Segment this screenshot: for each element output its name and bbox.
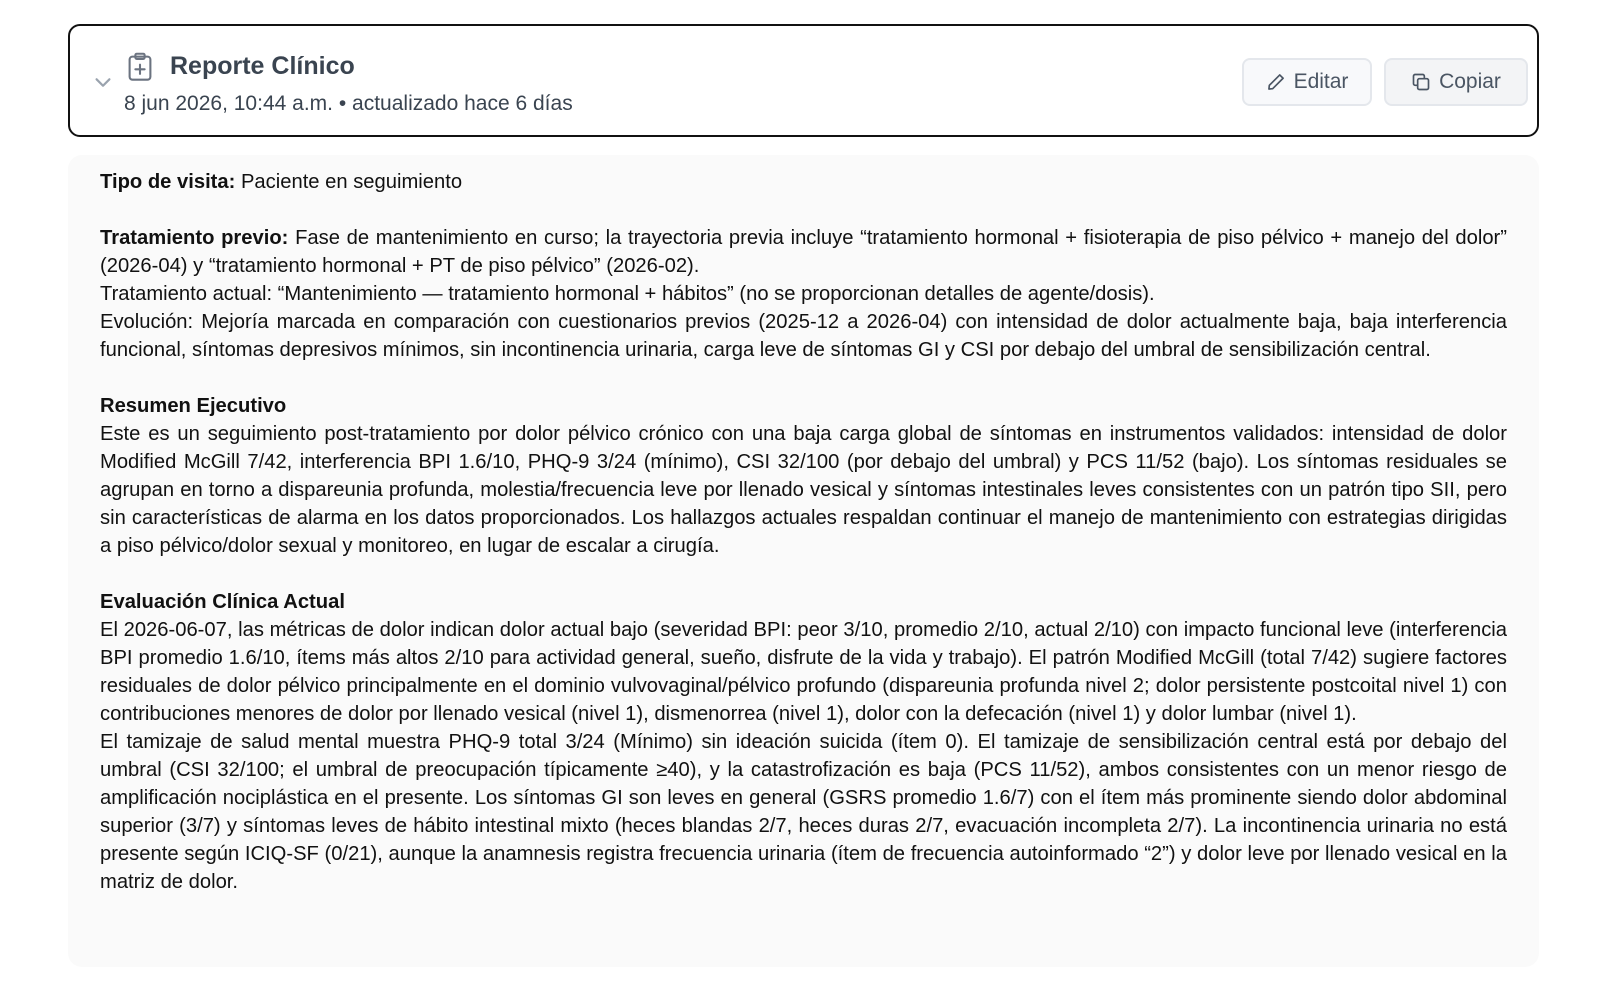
report-date: 8 jun 2026, 10:44 a.m. (124, 92, 333, 115)
meta-separator: • (338, 92, 347, 115)
edit-button[interactable] (1242, 58, 1372, 106)
report-updated: actualizado hace 6 días (352, 92, 573, 115)
visit-type (100, 168, 1507, 196)
copy-icon (1411, 72, 1431, 92)
previous-treatment-value: Fase de mantenimiento en curso; la trayectoria previa incluye “tratamiento hormonal + fisioterapia de piso pélvico + manejo del dolor” (2026-04) y “tratamiento hormonal + PT de piso pélvico” (2026-02). (100, 227, 1507, 277)
edit-button-label: Editar (1293, 70, 1349, 93)
report-title: Reporte Clínico (170, 52, 355, 80)
pencil-icon (1266, 72, 1286, 92)
clipboard-medical-icon (126, 52, 154, 82)
evaluation-text-2: El tamizaje de salud mental muestra PHQ-9 total 3/24 (Mínimo) sin ideación suicida (ítem 0). El tamizaje de sensibilización central está por debajo del umbral (CSI 32/100; el umbral de preocupación típicamente ≥40), y la catastrofización es baja (PCS 11/52), ambos consistentes con un menor riesgo de amplificación nociplástica en el presente. Los síntomas GI son leves en general (GSRS promedio 1.6/7) con el ítem más prominente siendo dolor abdominal superior (3/7) y síntomas leves de hábito intestinal mixto (heces blandas 2/7, heces duras 2/7, evacuación incompleta 2/7). La incontinencia urinaria no está presente según ICIQ-SF (0/21), aunque la anamnesis registra frecuencia urinaria (ítem de frecuencia autoinformado “2”) y dolor leve por llenado vesical en la matriz de dolor. (100, 731, 1507, 893)
copy-button[interactable] (1384, 58, 1528, 106)
summary-heading-text: Resumen Ejecutivo (100, 395, 287, 417)
report-body (68, 155, 1539, 967)
chevron-down-icon[interactable] (92, 72, 114, 94)
visit-type-value: Paciente en seguimiento (235, 171, 463, 193)
current-treatment: Tratamiento actual: “Mantenimiento — tratamiento hormonal + hábitos” (no se proporcionan detalles de agente/dosis). (100, 283, 1155, 305)
copy-button-label: Copiar (1439, 70, 1501, 93)
evaluation-heading (100, 588, 1507, 616)
report-meta (124, 92, 573, 116)
previous-treatment (100, 224, 1507, 280)
summary-text: Este es un seguimiento post-tratamiento por dolor pélvico crónico con una baja carga global de síntomas en instrumentos validados: intensidad de dolor Modified McGill 7/42, interferencia BPI 1.6/10, PHQ-9 3/24 (mínimo), CSI 32/100 (por debajo del umbral) y PCS 11/52 (bajo). Los síntomas residuales se agrupan en torno a dispareunia profunda, molestia/frecuencia leve por llenado vesical y síntomas intestinales leves consistentes con un patrón tipo SII, pero sin características de alarma en los datos proporcionados. Los hallazgos actuales respaldan continuar el manejo de mantenimiento con estrategias dirigidas a piso pélvico/dolor sexual y monitoreo, en lugar de escalar a cirugía. (100, 423, 1507, 557)
summary-heading (100, 392, 1507, 420)
visit-type-label: Tipo de visita: (100, 171, 236, 193)
report-header-card (68, 24, 1539, 137)
evaluation-text-1: El 2026-06-07, las métricas de dolor indican dolor actual bajo (severidad BPI: peor 3/10, promedio 2/10, actual 2/10) con impacto funcional leve (interferencia BPI promedio 1.6/10, ítems más altos 2/10 para actividad general, sueño, disfrute de la vida y trabajo). El patrón Modified McGill (total 7/42) sugiere factores residuales de dolor pélvico principalmente en el dominio vulvovaginal/pélvico profundo (dispareunia profunda nivel 2; dolor persistente postcoital nivel 1) con contribuciones menores de dolor por llenado vesical (nivel 1), dismenorrea (nivel 1), dolor con la defecación (nivel 1) y dolor lumbar (nivel 1). (100, 619, 1507, 725)
previous-treatment-label: Tratamiento previo: (100, 227, 289, 249)
evaluation-heading-text: Evaluación Clínica Actual (100, 591, 345, 613)
evolution: Evolución: Mejoría marcada en comparación con cuestionarios previos (2025-12 a 2026-04) con intensidad de dolor actualmente baja, baja interferencia funcional, síntomas depresivos mínimos, sin incontinencia urinaria, carga leve de síntomas GI y CSI por debajo del umbral de sensibilización central. (100, 311, 1507, 361)
